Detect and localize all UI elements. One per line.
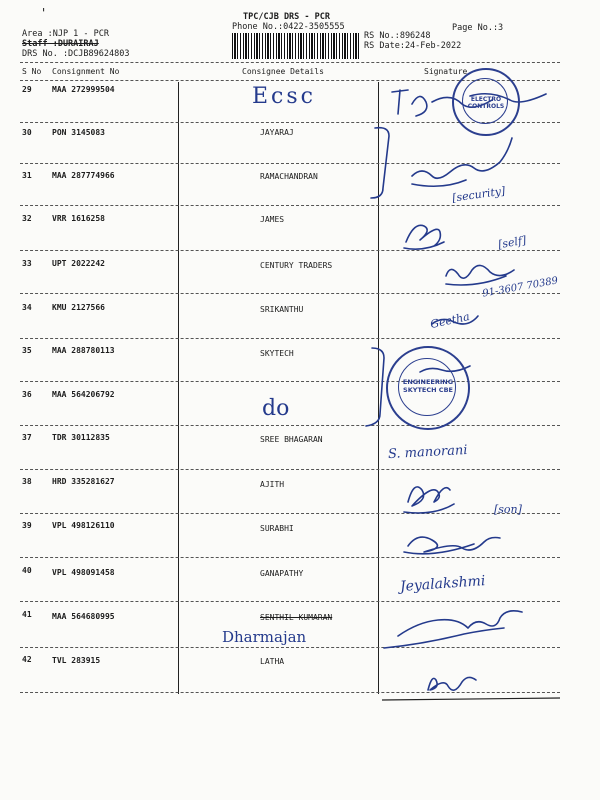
engineering-stamp bbox=[386, 346, 470, 430]
row-consignee: SURABHI bbox=[260, 524, 294, 533]
row-sno: 39 bbox=[22, 521, 32, 530]
row-sno: 33 bbox=[22, 259, 32, 268]
row-sno: 35 bbox=[22, 346, 32, 355]
row-consignee: CENTURY TRADERS bbox=[260, 261, 333, 270]
col-consignee: Consignee Details bbox=[242, 67, 324, 76]
handwritten-ecsc: Ecsc bbox=[252, 84, 316, 109]
doc-title: TPC/CJB DRS - PCR bbox=[243, 12, 330, 22]
row-consignee: SRIKANTHU bbox=[260, 305, 304, 314]
signature-row-33 bbox=[446, 265, 514, 285]
row-sno: 29 bbox=[22, 85, 32, 94]
staff: Staff :DURAIRAJ bbox=[22, 39, 99, 49]
page-number: Page No.:3 bbox=[452, 23, 504, 33]
handwritten-phone: 91-3607 70389 bbox=[481, 275, 559, 300]
col-consignment: Consignment No bbox=[52, 67, 120, 76]
col-sno: S No bbox=[22, 67, 42, 76]
row-consignee: SKYTECH bbox=[260, 349, 294, 358]
drs-number: DRS No. :DCJB89624803 bbox=[22, 49, 130, 59]
rs-number: RS No.:896248 bbox=[364, 31, 431, 41]
signature-row-41 bbox=[384, 611, 522, 648]
row-consignment: TVL 283915 bbox=[52, 656, 101, 665]
row-consignee: SREE BHAGARAN bbox=[260, 435, 323, 444]
row-consignment: MAA 272999504 bbox=[52, 85, 115, 94]
row-consignee: JAMES bbox=[260, 215, 285, 224]
signature-row-32 bbox=[404, 225, 444, 249]
row-sno: 42 bbox=[22, 655, 32, 664]
row-sno: 40 bbox=[22, 566, 32, 575]
row-consignee: SENTHIL KUMARAN bbox=[260, 613, 333, 622]
col-signature: Signature bbox=[424, 67, 468, 76]
row-consignment: UPT 2022242 bbox=[52, 259, 105, 268]
row-consignee: LATHA bbox=[260, 657, 285, 666]
row-consignee: RAMACHANDRAN bbox=[260, 172, 318, 181]
handwritten-jeyalakshmi: Jeyalakshmi bbox=[399, 573, 486, 595]
row-sno: 30 bbox=[22, 128, 32, 137]
row-consignment: MAA 564680995 bbox=[52, 612, 115, 621]
row-consignment: HRD 335281627 bbox=[52, 477, 115, 486]
stamp-text: ENGINEERING SKYTECH CBE bbox=[402, 378, 454, 394]
stray-mark: ' bbox=[40, 6, 48, 20]
bracket-35-36 bbox=[366, 348, 384, 426]
row-consignee: GANAPATHY bbox=[260, 569, 304, 578]
row-sno: 31 bbox=[22, 171, 32, 180]
rs-date: RS Date:24-Feb-2022 bbox=[364, 41, 462, 51]
row-sno: 36 bbox=[22, 390, 32, 399]
handwritten-do: do bbox=[262, 396, 290, 421]
stamp-text: ELECTRO CONTROLS bbox=[467, 96, 505, 110]
handwritten-dharmajan: Dharmajan bbox=[222, 628, 307, 646]
row-consignment: MAA 287774966 bbox=[52, 171, 115, 180]
handwritten-geetha: Geetha bbox=[429, 309, 471, 332]
row-consignment: VRR 1616258 bbox=[52, 214, 105, 223]
row-consignment: MAA 564206792 bbox=[52, 390, 115, 399]
signature-row-38 bbox=[404, 487, 454, 513]
row-sno: 38 bbox=[22, 477, 32, 486]
signature-row-39 bbox=[404, 537, 500, 554]
handwritten-manorani: S. manorani bbox=[387, 442, 468, 463]
handwritten-son: [son] bbox=[494, 503, 522, 516]
row-sno: 37 bbox=[22, 433, 32, 442]
handwritten-security: [security] bbox=[451, 184, 507, 205]
row-sno: 34 bbox=[22, 303, 32, 312]
row-consignment: MAA 288780113 bbox=[52, 346, 115, 355]
row-consignment: KMU 2127566 bbox=[52, 303, 105, 312]
row-consignment: TDR 30112835 bbox=[52, 433, 110, 442]
row-sno: 32 bbox=[22, 214, 32, 223]
row-sno: 41 bbox=[22, 610, 32, 619]
bracket-30-31 bbox=[371, 128, 389, 198]
electro-controls-stamp bbox=[452, 68, 520, 136]
handwritten-self: [self] bbox=[497, 233, 528, 252]
bottom-row-rule bbox=[382, 698, 560, 700]
signature-row-34 bbox=[432, 316, 478, 324]
row-consignee: AJITH bbox=[260, 480, 285, 489]
area: Area :NJP 1 - PCR bbox=[22, 29, 109, 39]
signature-row-31 bbox=[412, 138, 512, 186]
signature-row-42 bbox=[428, 677, 476, 690]
phone-number: Phone No.:0422-3505555 bbox=[232, 22, 345, 32]
row-consignment: VPL 498126110 bbox=[52, 521, 115, 530]
row-consignment: PON 3145083 bbox=[52, 128, 105, 137]
row-consignee: JAYARAJ bbox=[260, 128, 294, 137]
row-consignment: VPL 498091458 bbox=[52, 568, 115, 577]
